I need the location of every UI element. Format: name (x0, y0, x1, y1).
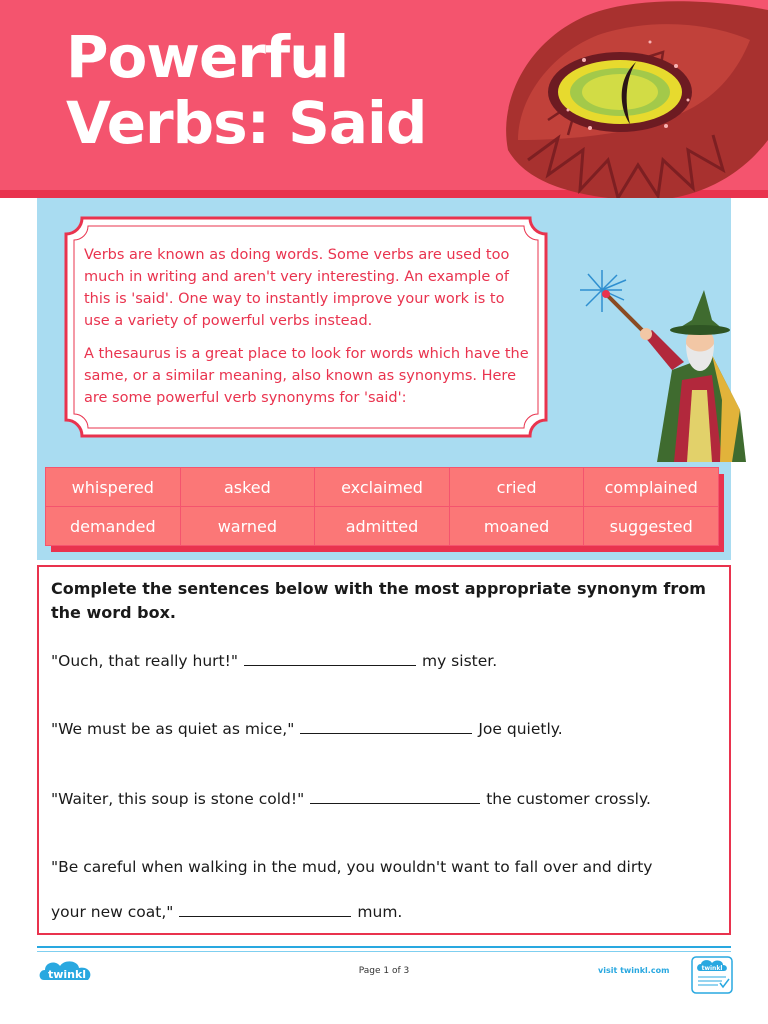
word-cell: exclaimed (315, 468, 449, 506)
word-cell: complained (584, 468, 718, 506)
word-box (45, 467, 719, 546)
page-number: Page 1 of 3 (358, 966, 410, 976)
word-cell: demanded (46, 507, 180, 545)
sentence-2 (51, 719, 721, 738)
answer-blank[interactable] (300, 719, 472, 734)
sentence-text: "Be careful when walking in the mud, you wouldn't want to fall over and dirty (51, 858, 653, 876)
sentence-text: "Ouch, that really hurt!" (51, 652, 238, 670)
info-box (64, 216, 548, 438)
page-title (66, 24, 426, 156)
sentence-text: Joe quietly. (478, 720, 563, 738)
title-line-1: Powerful (66, 23, 349, 91)
footer-divider-thin (37, 951, 731, 952)
info-paragraph-1: Verbs are known as doing words. Some verbs are used too much in writing and aren't very interesting. An example of this is 'said'. One way to instantly improve your work is to use a variety of powerful verbs instead. (84, 247, 510, 329)
sentence-3 (51, 789, 721, 808)
task-instruction: Complete the sentences below with the most appropriate synonym from the word box. (51, 579, 706, 622)
sentence-text: the customer crossly. (486, 790, 651, 808)
sentence-text: your new coat," (51, 903, 174, 921)
answer-blank[interactable] (310, 789, 480, 804)
word-cell: admitted (315, 507, 449, 545)
twinkl-logo[interactable] (36, 956, 98, 986)
word-cell: cried (450, 468, 584, 506)
dragon-eye-illustration (488, 0, 768, 210)
quality-badge (690, 955, 734, 995)
sentence-4 (51, 858, 721, 876)
word-cell: whispered (46, 468, 180, 506)
task-box (37, 565, 731, 935)
wizard-illustration (562, 250, 748, 470)
sentence-1 (51, 651, 721, 670)
sentence-4-continued (51, 902, 721, 921)
sentence-text: "Waiter, this soup is stone cold!" (51, 790, 305, 808)
logo-text: twinkl (47, 968, 87, 981)
word-cell: suggested (584, 507, 718, 545)
info-paragraph-2: A thesaurus is a great place to look for words which have the same, or a similar meaning, also known as synonyms. Here are some powerful verb synonyms for 'said': (84, 346, 529, 406)
sentence-text: my sister. (421, 652, 498, 670)
answer-blank[interactable] (244, 651, 416, 666)
info-text (84, 244, 532, 420)
word-cell: moaned (450, 507, 584, 545)
word-cell: asked (181, 468, 315, 506)
footer-divider (37, 946, 731, 948)
badge-text: twinkl (701, 965, 723, 972)
sentence-text: "We must be as quiet as mice," (51, 720, 295, 738)
word-cell: warned (181, 507, 315, 545)
sentence-text: mum. (357, 903, 403, 921)
answer-blank[interactable] (179, 902, 351, 917)
visit-link[interactable]: visit twinkl.com (598, 966, 670, 975)
title-line-2: Verbs: Said (66, 89, 427, 157)
